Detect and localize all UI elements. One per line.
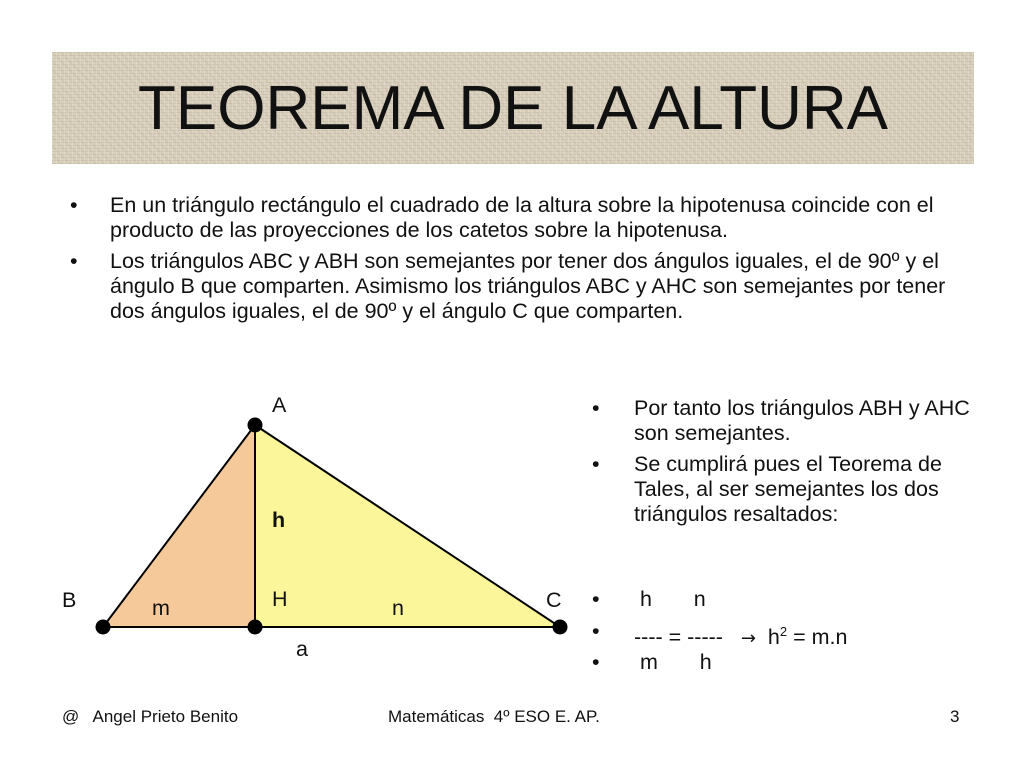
footer-course: Matemáticas 4º ESO E. AP.: [388, 707, 600, 726]
label-hypotenuse-a: a: [296, 637, 308, 661]
footer-page-number: 3: [950, 707, 960, 726]
right-bullet-list: [592, 396, 992, 533]
vertex-a-dot: [248, 418, 263, 433]
footer-author: @ Angel Prieto Benito: [62, 707, 239, 726]
formula-line-3: • m h: [592, 650, 712, 674]
label-h-foot: H: [272, 587, 288, 611]
label-c-vertex: C: [546, 588, 562, 612]
arrow-right-icon: →: [740, 628, 756, 650]
slide-title: TEOREMA DE LA ALTURA: [138, 74, 888, 143]
vertex-b-dot: [96, 620, 111, 635]
label-b-vertex: B: [62, 588, 77, 612]
formula-denominators: m h: [634, 650, 712, 674]
formula-fraction-bars: ---- = -----: [634, 625, 723, 650]
formula-line-1: • h n: [592, 587, 706, 611]
formula-numerators: h n: [634, 587, 706, 611]
bullet-thales: • Se cumplirá pues el Teorema de Tales, al ser semejantes los dos triángulos resaltados:: [592, 452, 992, 527]
label-a-vertex: A: [272, 393, 287, 417]
bullet-similarity: • Los triángulos ABC y ABH son semejantes por tener dos ángulos iguales, el de 90º y el ángulo B que comparten. Asimismo los triángulos ABC y AHC son semejantes por tener dos ángulos iguales, el de 90º y el ángulo C que comparten.: [70, 249, 950, 324]
label-n: n: [392, 596, 404, 620]
formula-line-2: • ---- = ----- → $h^2 = m.n$: [592, 619, 848, 650]
bullet-conclusion: • Por tanto los triángulos ABH y AHC son semejantes.: [592, 396, 992, 446]
label-height: h: [272, 508, 286, 532]
vertex-c-dot: [553, 620, 568, 635]
label-m: m: [152, 596, 170, 620]
formula-result: $h^2 = m.n$: [767, 624, 848, 650]
vertex-h-dot: [248, 620, 263, 635]
bullet-definition: • En un triángulo rectángulo el cuadrado de la altura sobre la hipotenusa coincide con el producto de las proyecciones de los catetos sobre la hipotenusa.: [70, 193, 950, 243]
